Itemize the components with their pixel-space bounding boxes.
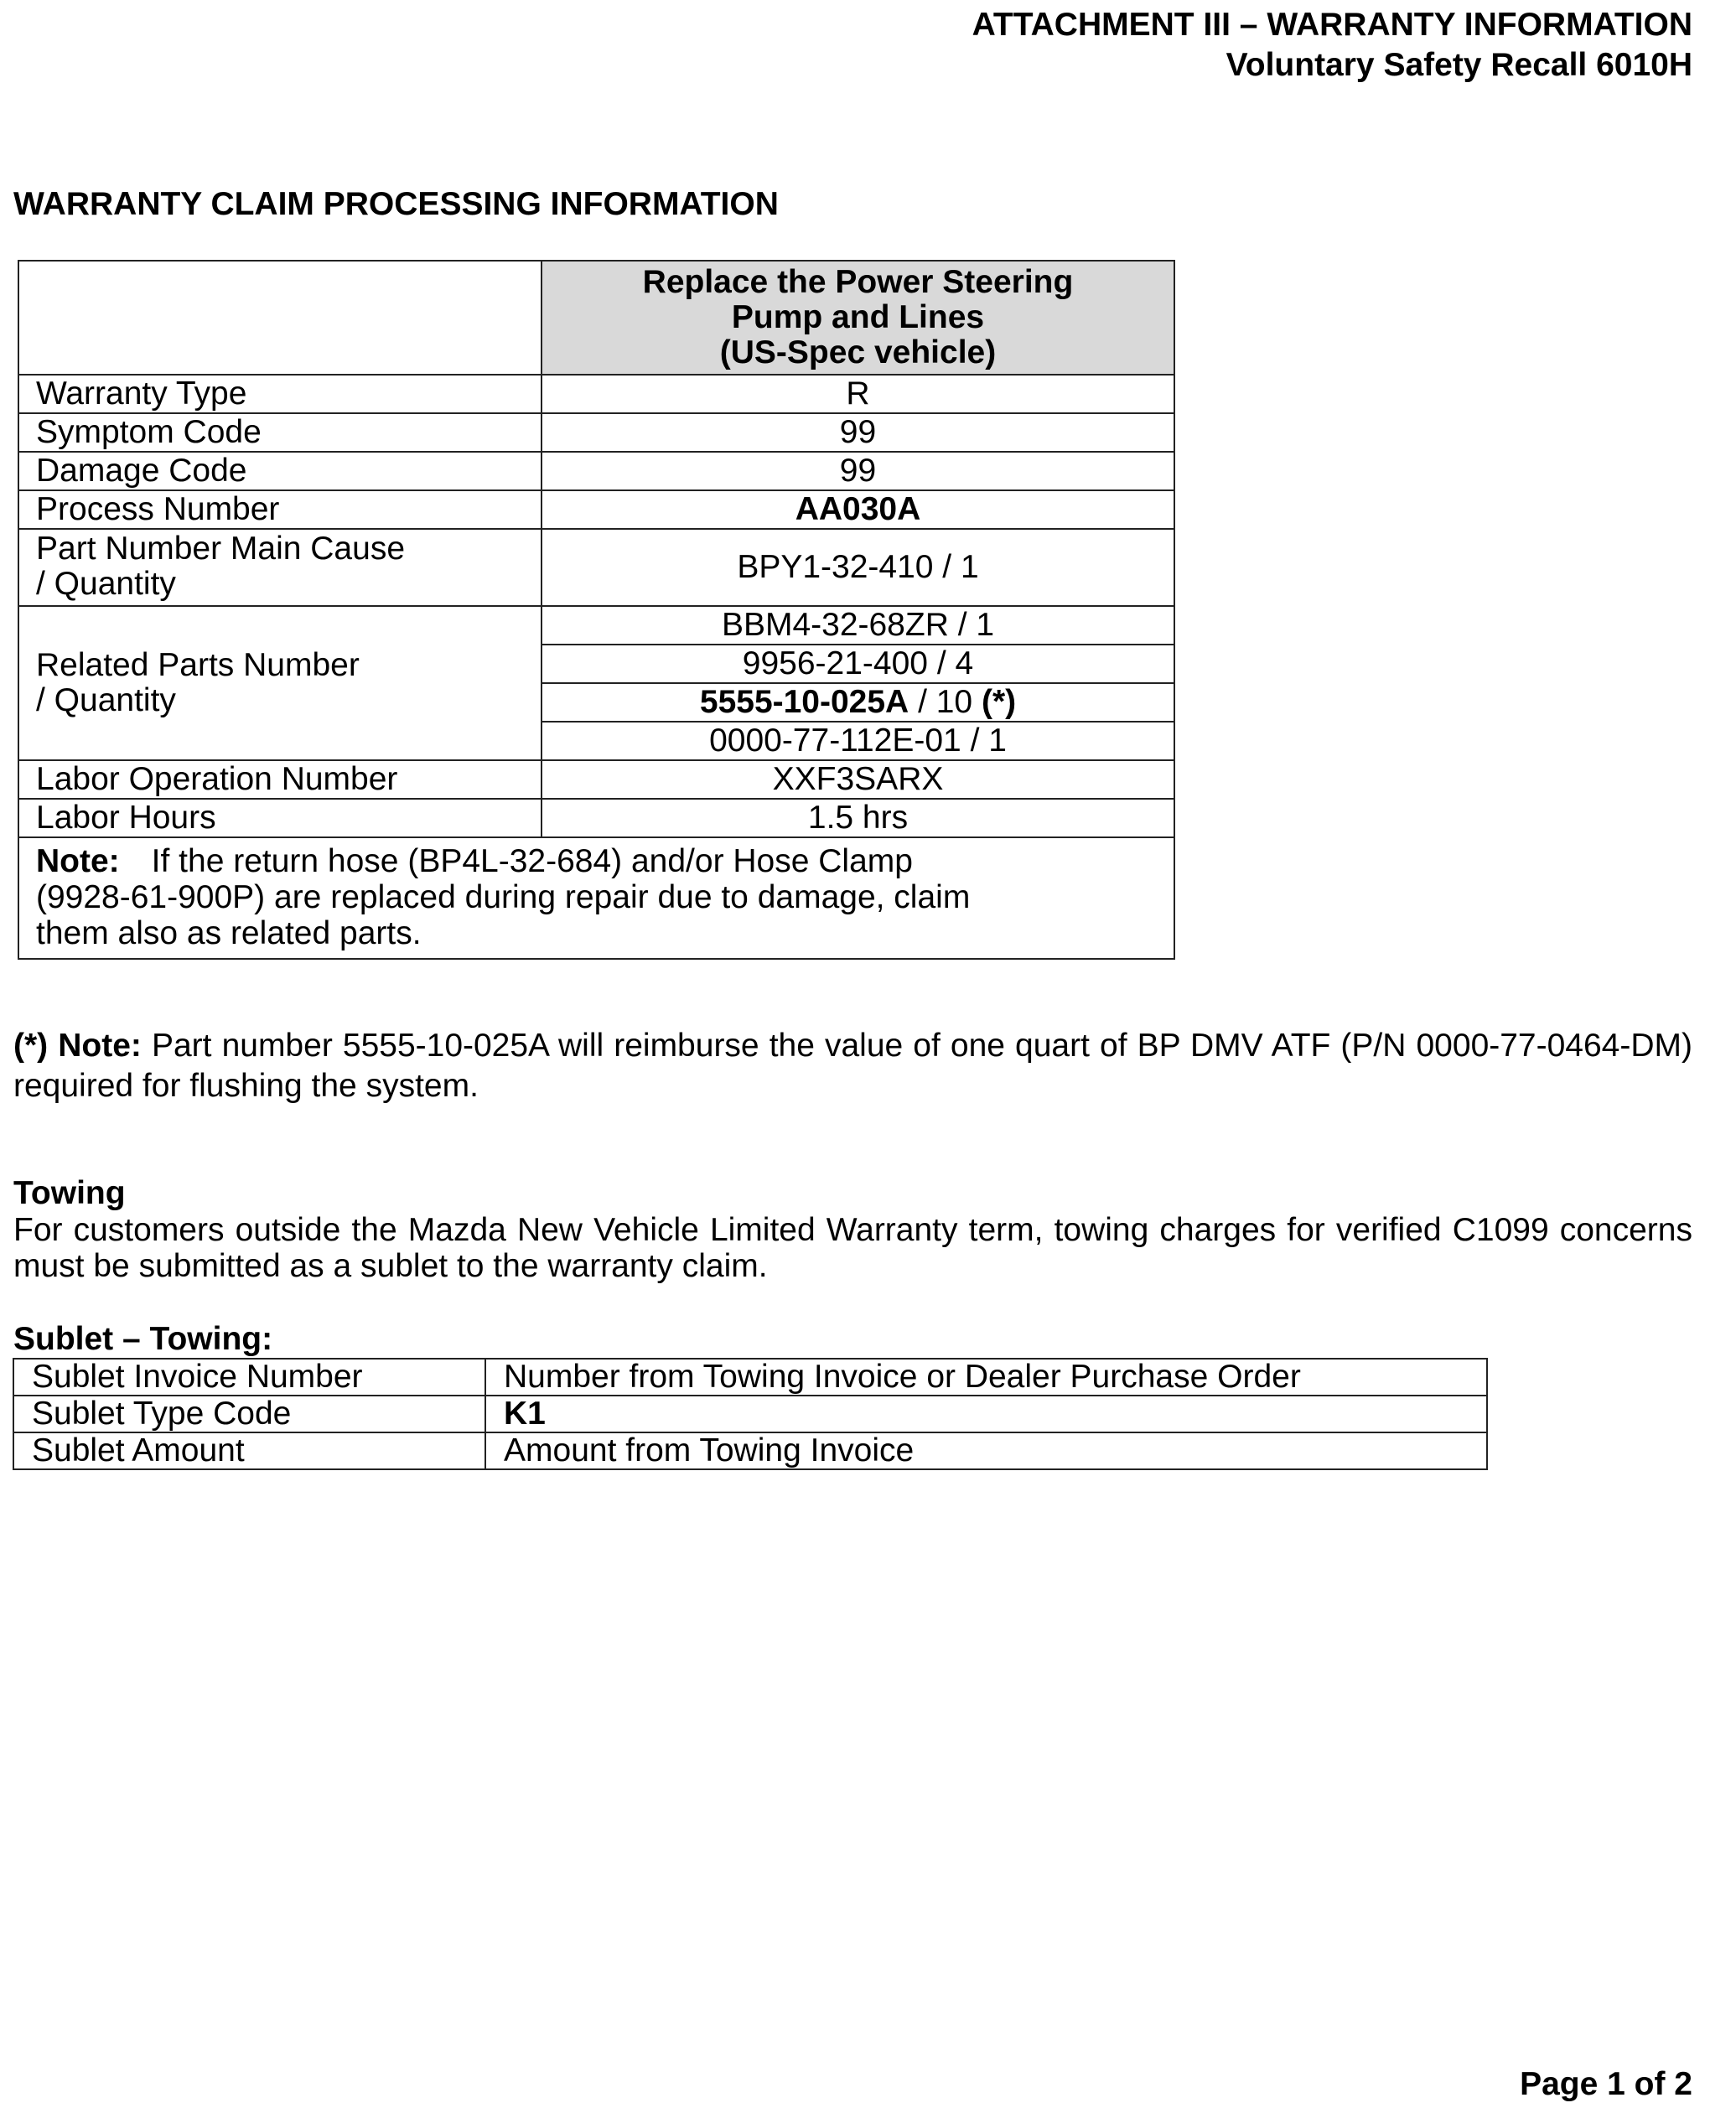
footnote [13, 1026, 1692, 1106]
process-number-label: Process Number [18, 490, 542, 529]
page-number: Page 1 of 2 [1520, 2066, 1692, 2102]
labor-operation-value: XXF3SARX [542, 760, 1174, 799]
empty-header-cell [18, 261, 542, 375]
sublet-type-label: Sublet Type Code [13, 1396, 485, 1432]
labor-hours-value: 1.5 hrs [542, 799, 1174, 837]
towing-title: Towing [13, 1175, 126, 1211]
footnote-text: Part number 5555-10-025A will reimburse the value of one quart of BP DMV ATF (P/N 0000-77-0464-DM) required for flushing the system. [13, 1028, 1692, 1104]
table-row [18, 837, 1174, 959]
column-header [542, 261, 1174, 375]
damage-code-label: Damage Code [18, 452, 542, 490]
footnote-label: (*) Note: [13, 1028, 142, 1064]
related-part-value: 9956-21-400 / 4 [542, 645, 1174, 683]
related-parts-label [18, 606, 542, 760]
footnote-marker: (*) [981, 684, 1017, 720]
table-row [13, 1359, 1487, 1396]
note-label: Note: [36, 843, 120, 879]
table-row [18, 452, 1174, 490]
related-part-value [542, 683, 1174, 722]
sublet-amount-label: Sublet Amount [13, 1432, 485, 1469]
table-note [18, 837, 1174, 959]
related-part-value: BBM4-32-68ZR / 1 [542, 606, 1174, 645]
related-part-quantity: / 10 [909, 684, 982, 720]
sublet-invoice-label: Sublet Invoice Number [13, 1359, 485, 1396]
column-header-line: (US-Spec vehicle) [719, 334, 997, 370]
part-main-cause-value: BPY1-32-410 / 1 [542, 529, 1174, 606]
label-line: / Quantity [36, 682, 176, 718]
note-text: If the return hose (BP4L-32-684) and/or Hose Clamp [151, 843, 913, 879]
recall-title: Voluntary Safety Recall 6010H [1226, 47, 1692, 83]
warranty-claim-table [18, 260, 1175, 960]
table-row [18, 529, 1174, 606]
sublet-type-value: K1 [485, 1396, 1487, 1432]
sublet-invoice-value: Number from Towing Invoice or Dealer Purchase Order [485, 1359, 1487, 1396]
note-line [36, 843, 1157, 879]
table-row [18, 606, 1174, 645]
table-row [13, 1432, 1487, 1469]
part-main-cause-label [18, 529, 542, 606]
table-row [13, 1396, 1487, 1432]
sublet-amount-value: Amount from Towing Invoice [485, 1432, 1487, 1469]
symptom-code-value: 99 [542, 413, 1174, 452]
document-header [972, 5, 1692, 85]
warranty-type-label: Warranty Type [18, 375, 542, 413]
label-line: / Quantity [36, 566, 176, 602]
towing-text: For customers outside the Mazda New Vehicle Limited Warranty term, towing charges for verified C1099 concerns must be submitted as a sublet to the warranty claim. [13, 1212, 1692, 1284]
note-line: (9928-61-900P) are replaced during repair due to damage, claim [36, 879, 971, 915]
damage-code-value: 99 [542, 452, 1174, 490]
label-line: Related Parts Number [36, 647, 360, 683]
column-header-line: Replace the Power Steering [642, 264, 1074, 300]
labor-operation-label: Labor Operation Number [18, 760, 542, 799]
warranty-type-value: R [542, 375, 1174, 413]
symptom-code-label: Symptom Code [18, 413, 542, 452]
table-row [18, 799, 1174, 837]
sublet-title: Sublet – Towing: [13, 1321, 273, 1357]
section-title: WARRANTY CLAIM PROCESSING INFORMATION [13, 186, 779, 222]
labor-hours-label: Labor Hours [18, 799, 542, 837]
table-header-row [18, 261, 1174, 375]
label-line: Part Number Main Cause [36, 531, 406, 567]
note-line: them also as related parts. [36, 915, 422, 951]
table-row [18, 413, 1174, 452]
column-header-line: Pump and Lines [731, 299, 985, 335]
related-part-value: 0000-77-112E-01 / 1 [542, 722, 1174, 760]
sublet-table [13, 1358, 1488, 1470]
table-row [18, 760, 1174, 799]
related-part-number: 5555-10-025A [699, 684, 909, 720]
attachment-title: ATTACHMENT III – WARRANTY INFORMATION [972, 7, 1692, 43]
table-row [18, 490, 1174, 529]
process-number-value: AA030A [542, 490, 1174, 529]
table-row [18, 375, 1174, 413]
